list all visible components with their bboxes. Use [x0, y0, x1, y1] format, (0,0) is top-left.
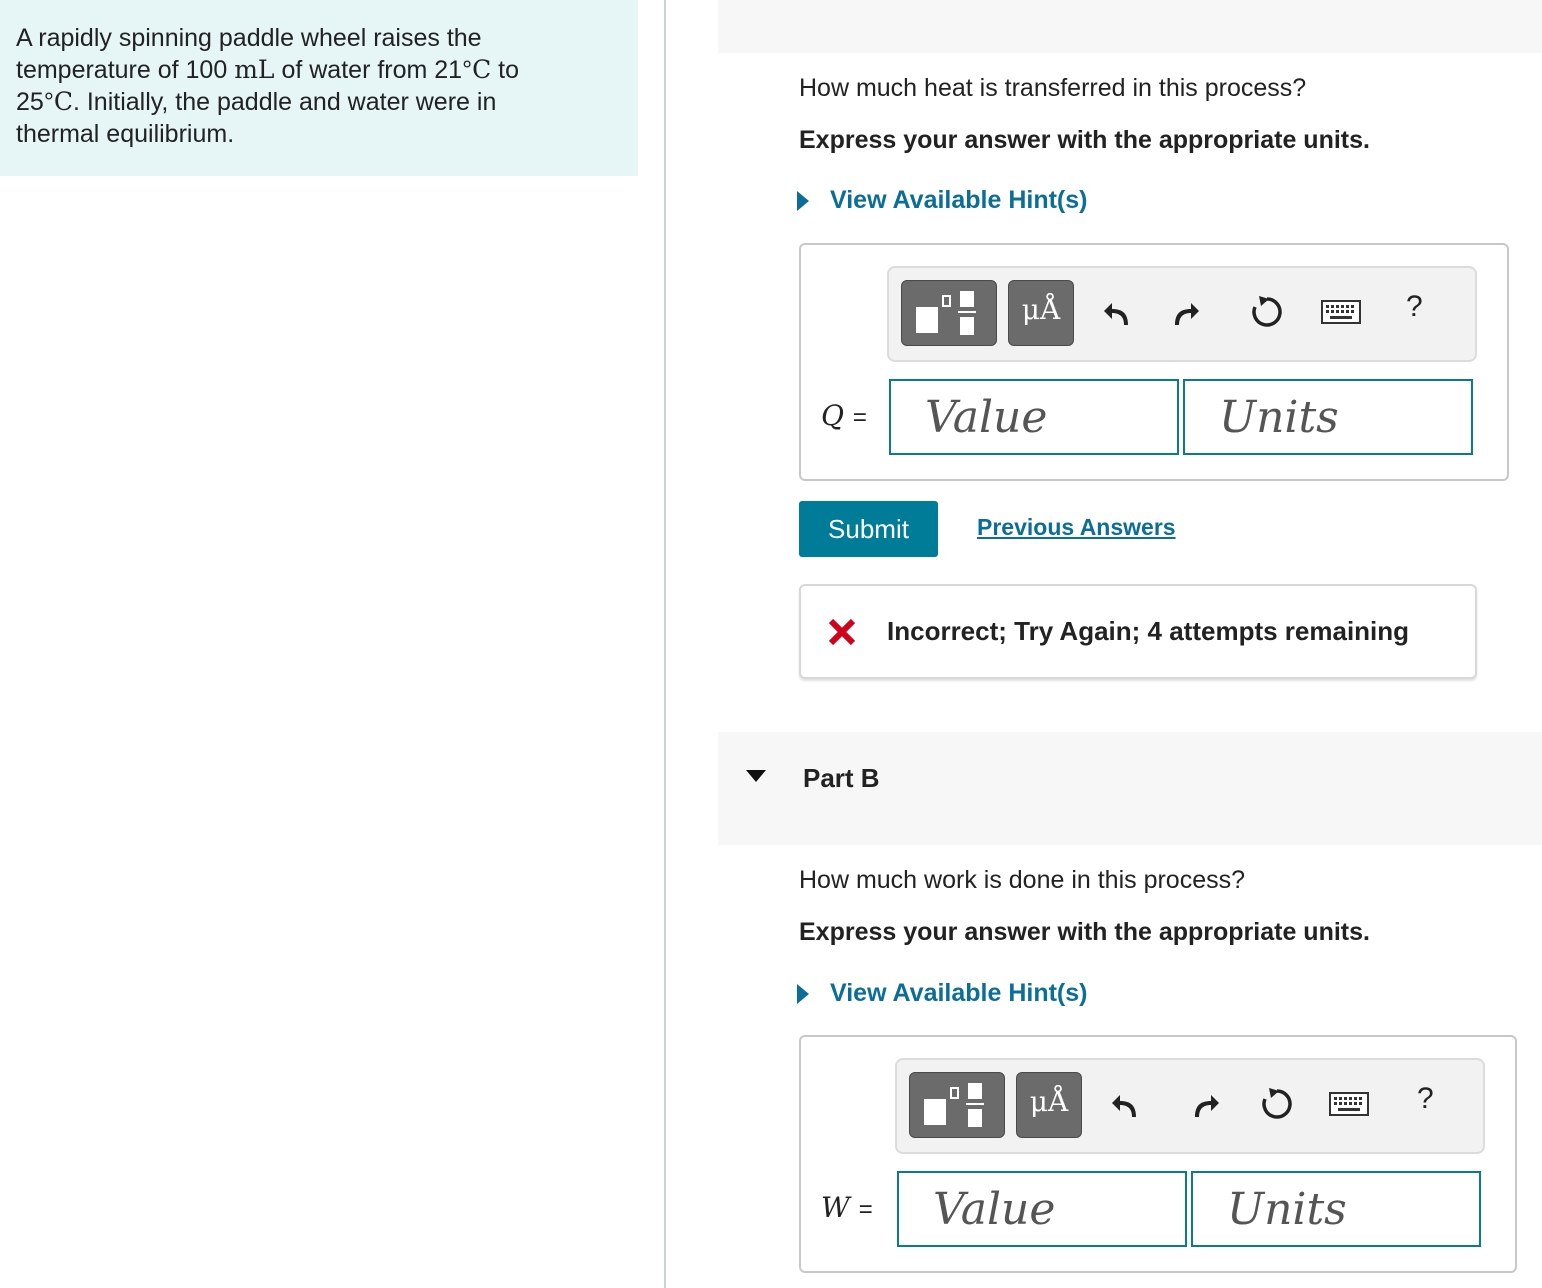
caret-down-icon[interactable]	[746, 770, 766, 782]
part-a-variable-label	[821, 399, 867, 432]
problem-text	[16, 22, 622, 150]
part-b-question: How much work is done in this process?	[799, 866, 1246, 894]
part-a-hint-toggle[interactable]	[797, 186, 1087, 215]
degree-symbol: °	[43, 88, 54, 116]
problem-line-3b: . Initially, the paddle and water were in	[72, 88, 497, 116]
problem-line-3a: 25	[16, 88, 44, 116]
fraction-template-icon	[924, 1099, 946, 1125]
variable-q: Q	[821, 399, 844, 432]
part-b-instruction: Express your answer with the appropriate units.	[799, 918, 1370, 946]
keyboard-icon[interactable]	[1329, 1084, 1369, 1124]
redo-icon[interactable]	[1164, 292, 1204, 332]
part-a-value-input[interactable]	[889, 379, 1179, 455]
problem-statement	[0, 0, 638, 176]
problem-line-4: thermal equilibrium.	[16, 120, 235, 148]
symbols-label: μÅ	[1021, 293, 1061, 326]
reset-icon[interactable]	[1257, 1084, 1297, 1124]
part-a-question: How much heat is transferred in this process?	[799, 74, 1307, 102]
pane-divider	[664, 0, 666, 1288]
problem-line-1: A rapidly spinning paddle wheel raises the	[16, 24, 482, 52]
unit-celsius: C	[53, 87, 73, 116]
part-a-hint-label[interactable]: View Available Hint(s)	[830, 186, 1088, 214]
symbols-button[interactable]	[1016, 1072, 1082, 1138]
degree-symbol: °	[462, 56, 473, 84]
undo-icon[interactable]	[1107, 1084, 1147, 1124]
caret-right-icon	[797, 191, 809, 211]
problem-line-2b: of water from 21	[274, 56, 463, 84]
problem-line-2a: temperature of 100	[16, 56, 235, 84]
part-a-instruction: Express your answer with the appropriate units.	[799, 126, 1370, 154]
template-fraction-top	[968, 1083, 982, 1099]
part-b-units-input[interactable]	[1191, 1171, 1481, 1247]
template-fraction-bottom	[968, 1109, 982, 1127]
submit-button[interactable]: Submit	[799, 501, 938, 557]
template-box-small	[950, 1087, 959, 1099]
equals-sign: =	[852, 404, 867, 431]
help-button[interactable]: ?	[1417, 1082, 1434, 1115]
unit-ml: mL	[234, 55, 275, 84]
equals-sign: =	[858, 1196, 873, 1223]
reset-icon[interactable]	[1247, 292, 1287, 332]
templates-button[interactable]	[909, 1072, 1005, 1138]
part-b-title[interactable]: Part B	[803, 763, 880, 793]
fraction-template-icon	[916, 307, 938, 333]
part-b-value-input[interactable]	[897, 1171, 1187, 1247]
template-fraction-bottom	[960, 317, 974, 335]
part-b-hint-label[interactable]: View Available Hint(s)	[830, 979, 1088, 1007]
template-fraction-line	[966, 1103, 984, 1105]
redo-icon[interactable]	[1184, 1084, 1224, 1124]
part-b-answer-box	[799, 1035, 1517, 1273]
variable-w: W	[821, 1191, 850, 1224]
symbols-button[interactable]	[1008, 280, 1074, 346]
part-b-variable-label	[821, 1191, 873, 1224]
templates-button[interactable]	[901, 280, 997, 346]
feedback-text: Incorrect; Try Again; 4 attempts remaining	[887, 616, 1410, 646]
feedback-box	[799, 584, 1477, 679]
symbols-label: μÅ	[1029, 1085, 1069, 1118]
part-a-header-strip	[718, 0, 1542, 53]
template-box-small	[942, 295, 951, 307]
x-icon	[827, 617, 857, 647]
template-fraction-line	[958, 311, 976, 313]
part-a-units-input[interactable]	[1183, 379, 1473, 455]
undo-icon[interactable]	[1099, 292, 1139, 332]
part-b-math-toolbar	[895, 1058, 1485, 1154]
part-b-hint-toggle[interactable]	[797, 979, 1087, 1008]
template-fraction-top	[960, 291, 974, 307]
keyboard-icon[interactable]	[1321, 292, 1361, 332]
caret-right-icon	[797, 984, 809, 1004]
part-a-answer-box	[799, 243, 1509, 481]
help-button[interactable]: ?	[1406, 290, 1423, 323]
part-a-math-toolbar	[887, 266, 1477, 362]
previous-answers-link[interactable]: Previous Answers	[977, 514, 1176, 540]
problem-line-2c: to	[491, 56, 520, 84]
unit-celsius: C	[472, 55, 492, 84]
